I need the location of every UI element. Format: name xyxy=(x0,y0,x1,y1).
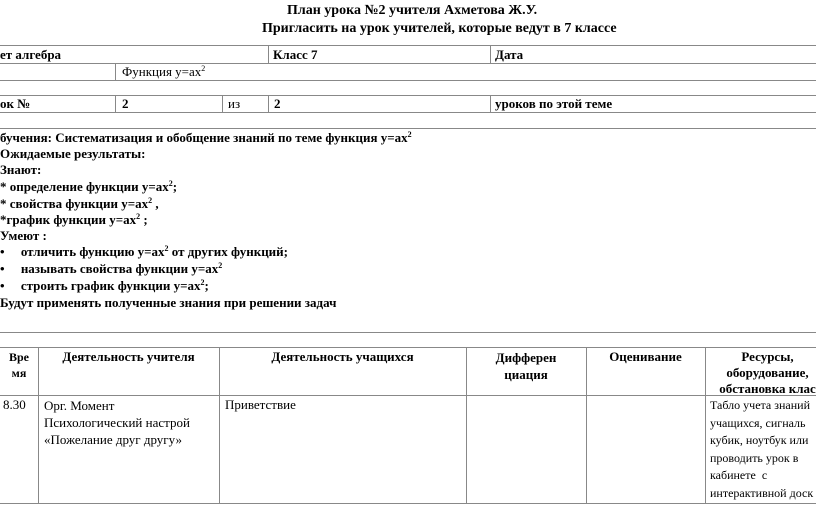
know-label: Знают: xyxy=(0,162,42,177)
header-teacher: Деятельность учителя xyxy=(62,349,195,364)
lesson-total: 2 xyxy=(274,96,281,111)
apply: Будут применять полученные знания при решении задач xyxy=(0,295,337,310)
of-label: из xyxy=(228,96,241,111)
header-time: Вре мя xyxy=(8,350,29,380)
page-title: План урока №2 учителя Ахметова Ж.У. xyxy=(287,3,538,18)
date: Дата xyxy=(495,47,524,62)
header-students: Деятельность учащихся xyxy=(271,349,414,364)
subject: ет алгебра xyxy=(0,47,62,62)
header-assessment: Оценивание xyxy=(609,349,682,364)
know-item: *график функции $y=ax^2$ ; xyxy=(0,212,148,227)
header-resources: Ресурсы, оборудование, обстановка клас xyxy=(719,349,816,396)
cell-teacher: Орг. Момент Психологический настрой «Пожелание друг другу» xyxy=(44,398,190,447)
know-item: * свойства функции $y=ax^2$ , xyxy=(0,196,159,211)
goal: бучения: Систематизация и обобщение знаний по теме функция $y=ax^2$ xyxy=(0,130,412,145)
outcomes-header: Ожидаемые результаты: xyxy=(0,146,146,161)
of-topic: уроков по этой теме xyxy=(495,96,613,111)
can-item: • строить график функции $y=ax^2$; xyxy=(0,278,209,293)
cell-time: 8.30 xyxy=(3,397,26,412)
page-subtitle: Пригласить на урок учителей, которые ведут в 7 классе xyxy=(262,21,617,36)
lesson-num: 2 xyxy=(122,96,129,111)
topic: Функция $y=ax^2$ xyxy=(122,64,206,79)
cell-resources: Табло учета знаний учащихся, сигналь кубик, ноутбук или проводить урок в кабинете с интерактивной доск xyxy=(710,398,814,500)
can-label: Умеют : xyxy=(0,228,47,243)
cell-students: Приветствие xyxy=(225,397,296,412)
header-differentiation: Дифферен циация xyxy=(495,350,557,382)
class: Класс 7 xyxy=(273,47,318,62)
lesson-label: ок № xyxy=(0,96,31,111)
can-item: • называть свойства функции $y=ax^2$ xyxy=(0,261,223,276)
can-item: • отличить функцию $y=ax^2$ от других функций; xyxy=(0,244,288,259)
know-item: * определение функции $y=ax^2$; xyxy=(0,179,178,194)
